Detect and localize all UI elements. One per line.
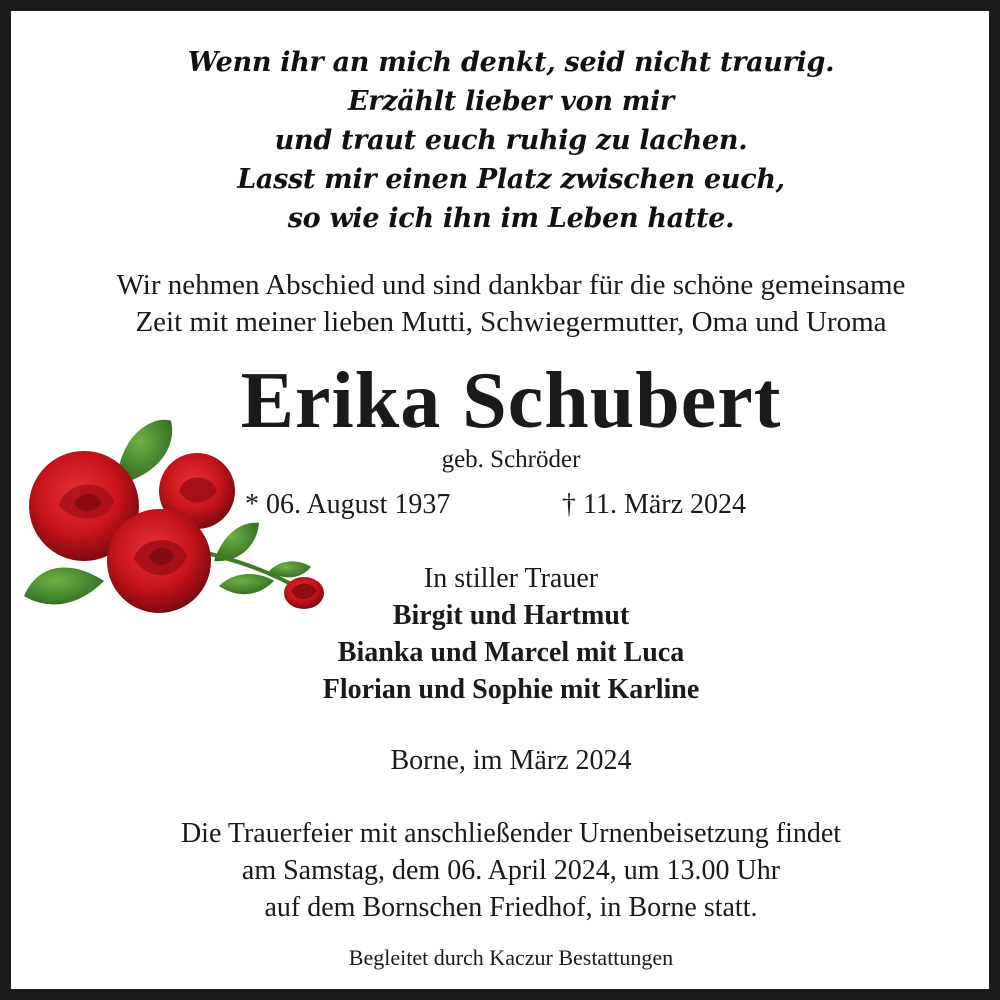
poem	[11, 43, 1000, 238]
death-date: † 11. März 2024	[562, 489, 747, 520]
poem-line: Lasst mir einen Platz zwischen euch,	[237, 164, 785, 195]
family-list	[11, 597, 1000, 708]
birth-date: * 06. August 1937	[245, 489, 451, 520]
ceremony-info	[11, 815, 1000, 926]
ceremony-line: Die Trauerfeier mit anschließender Urnenbeisetzung findet	[180, 818, 842, 849]
intro-line: Wir nehmen Abschied und sind dankbar für die schöne gemeinsame	[116, 269, 906, 301]
poem-line: so wie ich ihn im Leben hatte.	[287, 203, 735, 234]
deceased-name: Erika Schubert	[240, 357, 782, 445]
family-member: Bianka und Marcel mit Luca	[337, 637, 685, 668]
mourning-line: In stiller Trauer	[423, 563, 599, 594]
intro-line: Zeit mit meiner lieben Mutti, Schwiegermutter, Oma und Uroma	[135, 306, 887, 338]
family-member: Birgit und Hartmut	[392, 600, 630, 631]
life-dates	[11, 486, 1000, 524]
place-date: Borne, im März 2024	[390, 745, 632, 776]
poem-line: und traut euch ruhig zu lachen.	[274, 125, 748, 156]
ceremony-line: auf dem Bornschen Friedhof, in Borne statt.	[264, 892, 758, 923]
poem-line: Erzählt lieber von mir	[348, 86, 674, 117]
intro-text	[11, 267, 1000, 341]
poem-line: Wenn ihr an mich denkt, seid nicht traurig.	[187, 47, 835, 78]
maiden-name: geb. Schröder	[441, 446, 581, 473]
undertaker-credit: Begleitet durch Kaczur Bestattungen	[348, 945, 674, 970]
ceremony-line: am Samstag, dem 06. April 2024, um 13.00 Uhr	[241, 855, 781, 886]
family-member: Florian und Sophie mit Karline	[322, 674, 700, 705]
